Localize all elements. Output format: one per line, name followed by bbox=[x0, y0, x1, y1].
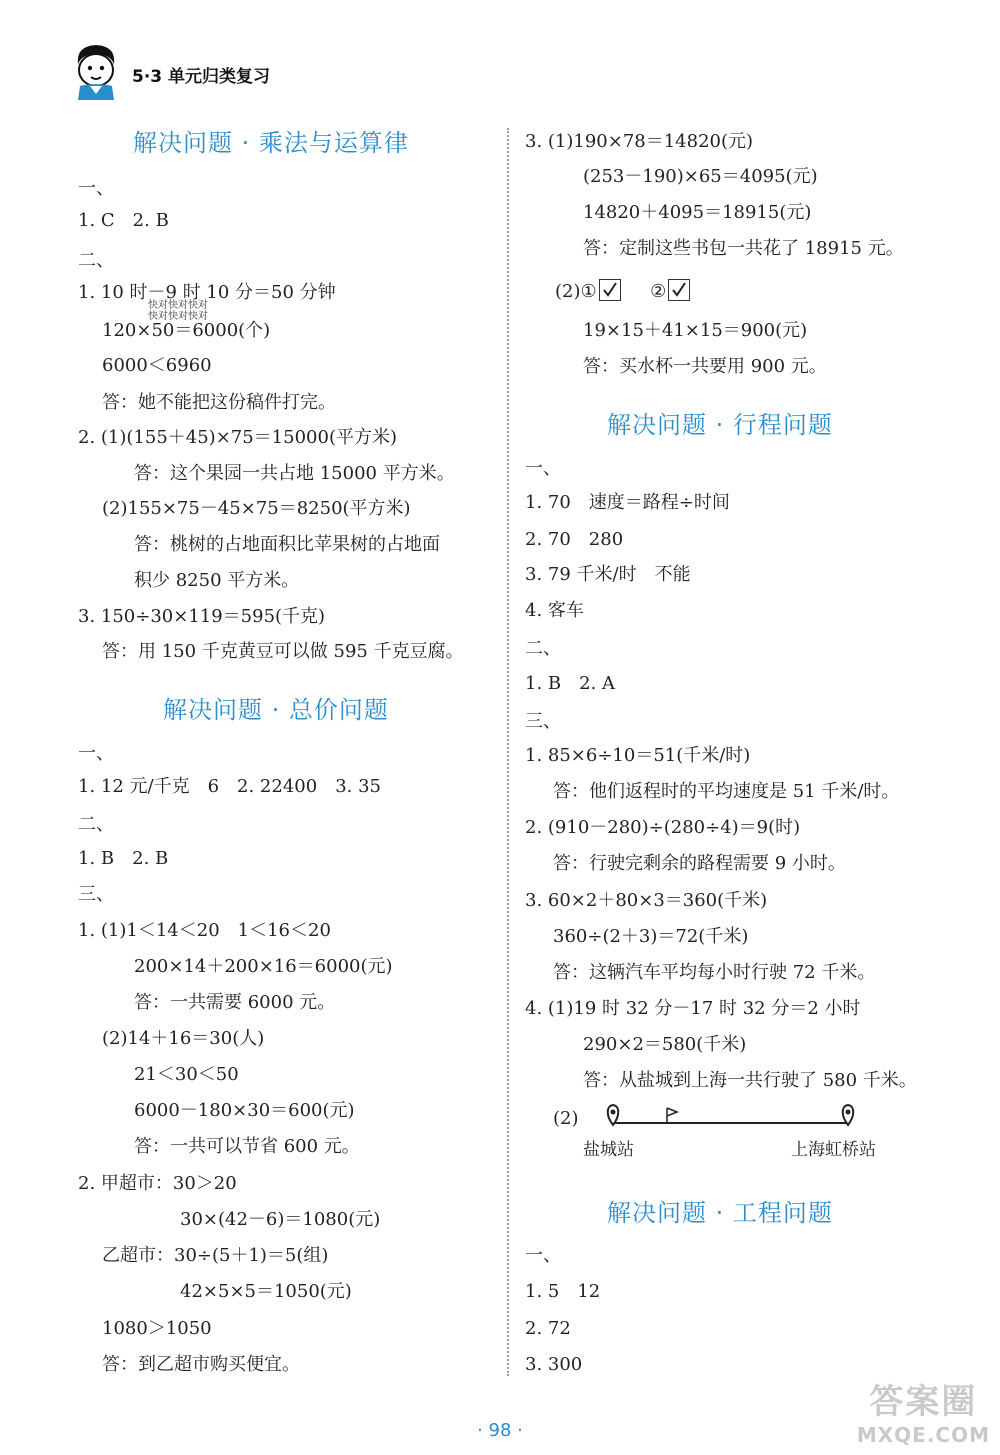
text-line: 4. 客车 bbox=[525, 600, 584, 621]
text-line: 1. B 2. B bbox=[78, 848, 169, 869]
text-line: 3. 150÷30×119＝595(千克) bbox=[78, 606, 326, 627]
text-line: 答：这辆汽车平均每小时行驶 72 千米。 bbox=[553, 962, 876, 983]
watermark-logo-text: 答案圈 bbox=[869, 1382, 978, 1422]
end-station-label: 上海虹桥站 bbox=[791, 1140, 876, 1160]
text-line: 答：买水杯一共要用 900 元。 bbox=[583, 356, 827, 377]
text-line: 120×50＝6000(个) bbox=[102, 320, 271, 341]
text-line: 答：一共需要 6000 元。 bbox=[134, 992, 336, 1013]
flag-icon bbox=[667, 1108, 677, 1123]
section-title: 解决问题 · 工程问题 bbox=[607, 1199, 833, 1227]
text-line: 答：用 150 千克黄豆可以做 595 千克豆腐。 bbox=[102, 641, 464, 662]
text-line: 三、 bbox=[78, 884, 114, 905]
text-line: 14820＋4095＝18915(元) bbox=[583, 202, 812, 223]
mascot-icon bbox=[70, 42, 122, 100]
text-line: 1. C 2. B bbox=[78, 210, 169, 231]
checked-box bbox=[668, 279, 690, 301]
option-1-label: (2)① bbox=[555, 281, 597, 302]
text-line: 1. 5 12 bbox=[525, 1281, 601, 1302]
text-line: 4. (1)19 时 32 分－17 时 32 分＝2 小时 bbox=[525, 998, 861, 1019]
text-line: 3. 300 bbox=[525, 1354, 583, 1375]
text-line: 42×5×5＝1050(元) bbox=[180, 1281, 352, 1302]
text-line: 360÷(2＋3)＝72(千米) bbox=[553, 926, 749, 947]
text-line: 1080＞1050 bbox=[102, 1318, 212, 1339]
text-line: 答：这个果园一共占地 15000 平方米。 bbox=[134, 463, 455, 484]
text-line: 答：一共可以节省 600 元。 bbox=[134, 1136, 360, 1157]
text-line: 3. (1)190×78＝14820(元) bbox=[525, 131, 754, 152]
checkbox-line bbox=[555, 279, 690, 303]
text-line: 乙超市：30÷(5＋1)＝5(组) bbox=[102, 1245, 329, 1266]
text-line: 1. B 2. A bbox=[525, 673, 616, 694]
text-line: 三、 bbox=[525, 711, 561, 732]
text-line: 21＜30＜50 bbox=[134, 1064, 239, 1085]
column-divider bbox=[507, 128, 509, 1376]
text-line: 6000＜6960 bbox=[102, 355, 212, 376]
text-line: 积少 8250 平方米。 bbox=[134, 570, 300, 591]
text-line: 答：桃树的占地面积比苹果树的占地面 bbox=[134, 534, 440, 555]
stamp-mark: 快对快对快对 快对快对快对 bbox=[148, 300, 208, 322]
text-line: 2. 甲超市：30＞20 bbox=[78, 1173, 237, 1194]
text-line: 二、 bbox=[525, 638, 561, 659]
text-line: 二、 bbox=[78, 814, 114, 835]
text-line: 200×14＋200×16＝6000(元) bbox=[134, 956, 393, 977]
text-line: 一、 bbox=[78, 178, 114, 199]
text-line: 答：定制这些书包一共花了 18915 元。 bbox=[583, 238, 904, 259]
text-line: (2)155×75－45×75＝8250(平方米) bbox=[102, 498, 411, 519]
watermark bbox=[857, 1374, 990, 1447]
text-line: (2)14＋16＝30(人) bbox=[102, 1028, 265, 1049]
text-line: 一、 bbox=[78, 743, 114, 764]
text-line: 1. 70 速度＝路程÷时间 bbox=[525, 492, 730, 513]
text-line: 答：她不能把这份稿件打完。 bbox=[102, 392, 336, 413]
text-line: 答：从盐城到上海一共行驶了 580 千米。 bbox=[583, 1070, 917, 1091]
section-title: 解决问题 · 总价问题 bbox=[163, 696, 389, 724]
text-line: 二、 bbox=[78, 250, 114, 271]
text-line: 答：行驶完剩余的路程需要 9 小时。 bbox=[553, 853, 846, 874]
text-line: 1. 85×6÷10＝51(千米/时) bbox=[525, 745, 751, 766]
text-line: 6000－180×30＝600(元) bbox=[134, 1100, 355, 1121]
watermark-url: MXQE.COM bbox=[856, 1423, 990, 1447]
text-line: 1. (1)1＜14＜20 1＜16＜20 bbox=[78, 920, 331, 941]
text-line: 3. 79 千米/时 不能 bbox=[525, 564, 691, 585]
text-line: 一、 bbox=[525, 1245, 561, 1266]
start-station-label: 盐城站 bbox=[583, 1140, 634, 1160]
checked-box bbox=[599, 279, 621, 301]
text-line: (2) bbox=[553, 1108, 579, 1129]
section-title: 解决问题 · 行程问题 bbox=[607, 411, 833, 439]
brand-title: 5·3 单元归类复习 bbox=[132, 67, 271, 87]
text-line: 一、 bbox=[525, 458, 561, 479]
text-line: 1. 12 元/千克 6 2. 22400 3. 35 bbox=[78, 776, 381, 797]
text-line: 19×15＋41×15＝900(元) bbox=[583, 320, 808, 341]
text-line: 1. 10 时－9 时 10 分＝50 分钟 bbox=[78, 282, 336, 303]
section-title: 解决问题 · 乘法与运算律 bbox=[133, 129, 409, 157]
text-line: 答：他们返程时的平均速度是 51 千米/时。 bbox=[553, 781, 900, 802]
text-line: 2. (1)(155＋45)×75＝15000(平方米) bbox=[78, 427, 397, 448]
text-line: 2. 70 280 bbox=[525, 529, 624, 550]
option-2-label: ② bbox=[650, 281, 667, 302]
check-icon bbox=[670, 281, 688, 299]
text-line: 答：到乙超市购买便宜。 bbox=[102, 1354, 300, 1375]
text-line: 3. 60×2＋80×3＝360(千米) bbox=[525, 890, 768, 911]
text-line: 290×2＝580(千米) bbox=[583, 1034, 747, 1055]
text-line: 2. (910－280)÷(280÷4)＝9(时) bbox=[525, 817, 801, 838]
route-diagram bbox=[553, 1103, 923, 1163]
page-number: · 98 · bbox=[477, 1420, 523, 1441]
text-line: 2. 72 bbox=[525, 1318, 571, 1339]
check-icon bbox=[601, 281, 619, 299]
text-line: 30×(42－6)＝1080(元) bbox=[180, 1209, 381, 1230]
text-line: (253－190)×65＝4095(元) bbox=[583, 166, 818, 187]
